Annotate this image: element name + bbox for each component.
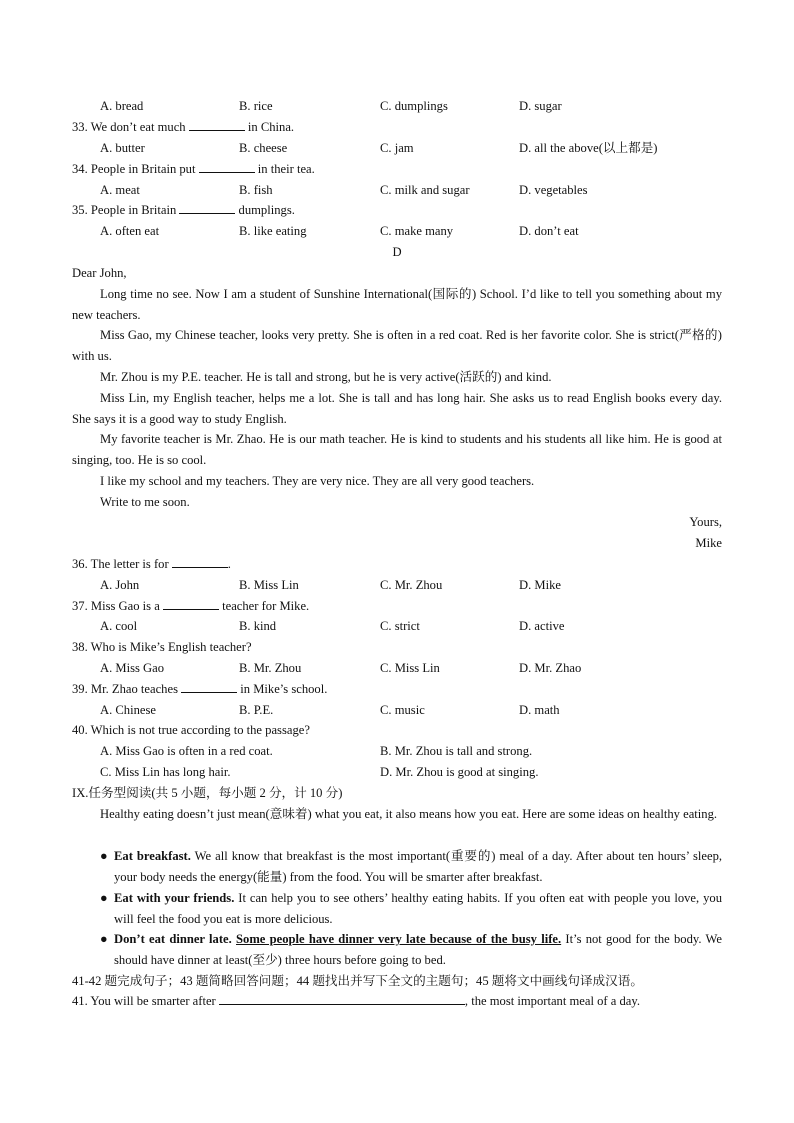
- answer-blank[interactable]: [219, 993, 465, 1005]
- option-b: B. Mr. Zhou is tall and strong.: [380, 744, 533, 758]
- letter-paragraph-1: Long time no see. Now I am a student of Sunshine International(国际的) School. I’d like to tell you something about my new teachers.: [72, 287, 722, 322]
- option-a: A. often eat: [100, 224, 160, 238]
- q34-options: [100, 182, 720, 198]
- letter-greeting: Dear John,: [72, 266, 127, 280]
- option-c: C. Miss Lin: [380, 661, 440, 675]
- q33-options: [100, 140, 720, 156]
- option-d: D. all the above(以上都是): [519, 141, 658, 155]
- option-c: C. music: [380, 703, 425, 717]
- option-b: B. fish: [239, 183, 273, 197]
- letter-closing: Yours,: [689, 515, 722, 529]
- q37-options: [100, 618, 720, 634]
- answer-blank[interactable]: [181, 681, 237, 693]
- question-34: 34. People in Britain put in their tea.: [72, 162, 315, 176]
- letter-paragraph-4: Miss Lin, my English teacher, helps me a lot. She is tall and has long hair. She asks us to read English books every day. She says it is a good way to study English.: [72, 391, 722, 426]
- answer-blank[interactable]: [163, 598, 219, 610]
- option-c: C. make many: [380, 224, 454, 238]
- option-a: A. cool: [100, 619, 138, 633]
- answer-blank[interactable]: [199, 161, 255, 173]
- option-a: A. Miss Gao is often in a red coat.: [100, 744, 273, 758]
- task-instruction: 41-42 题完成句子；43 题简略回答问题；44 题找出并写下全文的主题句；45 题将文中画线句译成汉语。: [72, 974, 643, 988]
- option-d: D. sugar: [519, 99, 562, 113]
- option-d: D. math: [519, 703, 560, 717]
- option-d: D. Mr. Zhao: [519, 661, 582, 675]
- answer-blank[interactable]: [172, 556, 228, 568]
- option-a: A. Chinese: [100, 703, 156, 717]
- option-a: A. bread: [100, 99, 144, 113]
- option-b: B. Miss Lin: [239, 578, 299, 592]
- question-39: 39. Mr. Zhao teaches in Mike’s school.: [72, 682, 328, 696]
- option-b: B. cheese: [239, 141, 288, 155]
- option-c: C. jam: [380, 141, 414, 155]
- q40-options-row1: [100, 743, 720, 759]
- q39-options: [100, 702, 720, 718]
- bullet-dot-icon: ●: [100, 932, 108, 946]
- q32-options: [100, 98, 720, 114]
- letter-paragraph-5: My favorite teacher is Mr. Zhao. He is our math teacher. He is kind to students and his students all like him. He is good at singing, too. He is so cool.: [72, 432, 722, 467]
- bullet-eat-breakfast: ● Eat breakfast. We all know that breakfast is the most important(重要的) meal of a day. After about ten hours’ sleep, your body needs the energy(能量) from the food. You will be smarter after breakfast.: [100, 846, 722, 888]
- question-35: 35. People in Britain dumplings.: [72, 203, 295, 217]
- option-a: A. John: [100, 578, 140, 592]
- section-d-heading: D: [392, 245, 402, 259]
- option-d: D. active: [519, 619, 565, 633]
- section-ix-heading: IX.任务型阅读(共 5 小题，每小题 2 分，计 10 分): [72, 786, 343, 800]
- option-d: D. Mike: [519, 578, 561, 592]
- option-a: A. Miss Gao: [100, 661, 165, 675]
- question-41: 41. You will be smarter after , the most important meal of a day.: [72, 994, 641, 1008]
- letter-signature: Mike: [695, 536, 722, 550]
- option-c: C. Mr. Zhou: [380, 578, 443, 592]
- q38-options: [100, 660, 720, 676]
- option-b: B. P.E.: [239, 703, 274, 717]
- question-38: 38. Who is Mike’s English teacher?: [72, 640, 252, 654]
- bullet-dont-eat-late: ● Don’t eat dinner late. Some people have dinner very late because of the busy life. It’s not good for the body. We should have dinner at least(至少) three hours before going to bed.: [100, 929, 722, 971]
- option-d: D. Mr. Zhou is good at singing.: [380, 765, 539, 779]
- option-d: D. vegetables: [519, 183, 588, 197]
- option-c: C. milk and sugar: [380, 183, 470, 197]
- option-c: C. Miss Lin has long hair.: [100, 765, 231, 779]
- option-b: B. like eating: [239, 224, 307, 238]
- question-37: 37. Miss Gao is a teacher for Mike.: [72, 599, 310, 613]
- answer-blank[interactable]: [189, 119, 245, 131]
- bullet-eat-with-friends: ● Eat with your friends. It can help you to see others’ healthy eating habits. If you often eat with people you love, you will feel the food you eat is more delicious.: [100, 888, 722, 930]
- answer-blank[interactable]: [179, 202, 235, 214]
- question-36: 36. The letter is for .: [72, 557, 231, 571]
- reading-intro: Healthy eating doesn’t just mean(意味着) what you eat, it also means how you eat. Here are some ideas on healthy eating.: [100, 807, 718, 821]
- option-a: A. butter: [100, 141, 145, 155]
- option-b: B. rice: [239, 99, 273, 113]
- underlined-sentence: Some people have dinner very late because of the busy life.: [236, 932, 562, 946]
- option-b: B. Mr. Zhou: [239, 661, 302, 675]
- letter-paragraph-2: Miss Gao, my Chinese teacher, looks very pretty. She is often in a red coat. Red is her favorite color. She is strict(严格的) with us.: [72, 328, 722, 363]
- option-c: C. dumplings: [380, 99, 448, 113]
- q36-options: [100, 577, 720, 593]
- option-b: B. kind: [239, 619, 277, 633]
- bullet-dot-icon: ●: [100, 891, 108, 905]
- letter-paragraph-7: Write to me soon.: [100, 495, 190, 509]
- q40-options-row2: [100, 764, 720, 780]
- bullet-dot-icon: ●: [100, 849, 108, 863]
- option-a: A. meat: [100, 183, 140, 197]
- letter-paragraph-3: Mr. Zhou is my P.E. teacher. He is tall and strong, but he is very active(活跃的) and kind.: [100, 370, 552, 384]
- option-d: D. don’t eat: [519, 224, 579, 238]
- letter-paragraph-6: I like my school and my teachers. They are very nice. They are all very good teachers.: [100, 474, 535, 488]
- q35-options: [100, 223, 720, 239]
- question-33: 33. We don’t eat much in China.: [72, 120, 295, 134]
- option-c: C. strict: [380, 619, 420, 633]
- question-40: 40. Which is not true according to the passage?: [72, 723, 310, 737]
